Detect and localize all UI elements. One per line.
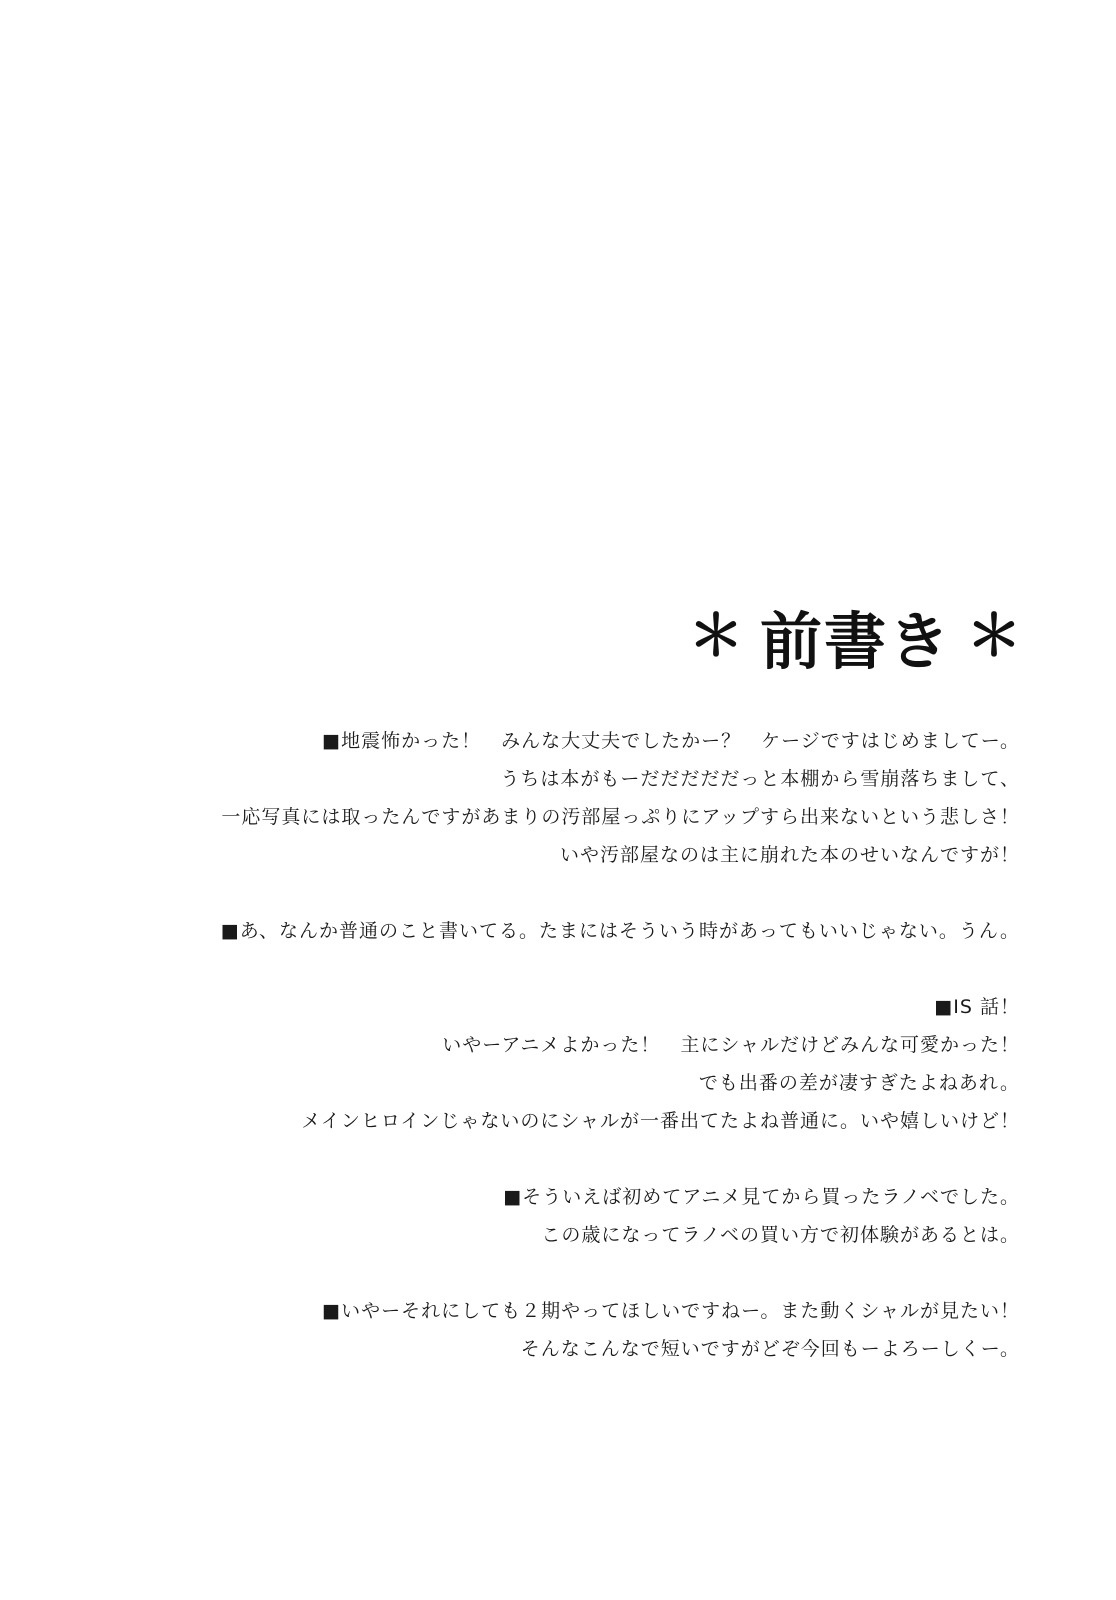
text-line: そんなこんなで短いですがどぞ今回もーよろーしくー。 <box>520 1338 1020 1360</box>
text-line: いや汚部屋なのは主に崩れた本のせいなんですが！ <box>559 844 1020 866</box>
heading-title: 前書き <box>759 605 952 678</box>
heading-left-asterisk: ＊ <box>687 603 746 669</box>
text-line: ■地震怖かった！ みんな大丈夫でしたかー？ ケージですはじめましてー。 <box>322 730 1020 752</box>
preface-body <box>90 722 1020 1368</box>
heading-right-asterisk: ＊ <box>966 603 1024 669</box>
paragraph-normal-talk <box>90 912 1020 950</box>
text-line: でも出番の差が凄すぎたよねあれ。 <box>698 1072 1020 1094</box>
text-line: うちは本がもーだだだだだっと本棚から雪崩落ちまして、 <box>500 768 1020 790</box>
paragraph-light-novel <box>90 1178 1020 1254</box>
paragraph-closing <box>90 1292 1020 1368</box>
page-heading <box>688 592 1024 681</box>
paragraph-spacer <box>90 1254 1020 1292</box>
text-line: ■あ、なんか普通のこと書いてる。たまにはそういう時があってもいいじゃない。うん。 <box>220 920 1020 942</box>
paragraph-earthquake <box>90 722 1020 874</box>
paragraph-spacer <box>90 874 1020 912</box>
paragraph-spacer <box>90 950 1020 988</box>
paragraph-is-talk <box>90 988 1020 1140</box>
text-line: ■そういえば初めてアニメ見てから買ったラノベでした。 <box>503 1186 1020 1208</box>
text-line: この歳になってラノベの買い方で初体験があるとは。 <box>541 1224 1020 1246</box>
text-line: 一応写真には取ったんですがあまりの汚部屋っぷりにアップすら出来ないという悲しさ！ <box>221 806 1020 828</box>
text-line: ■IS 話！ <box>934 996 1020 1018</box>
text-line: メインヒロインじゃないのにシャルが一番出てたよね普通に。いや嬉しいけど！ <box>301 1110 1020 1132</box>
paragraph-spacer <box>90 1140 1020 1178</box>
text-line: ■いやーそれにしても２期やってほしいですねー。また動くシャルが見たい！ <box>322 1300 1020 1322</box>
text-line: いやーアニメよかった！ 主にシャルだけどみんな可愛かった！ <box>442 1034 1020 1056</box>
